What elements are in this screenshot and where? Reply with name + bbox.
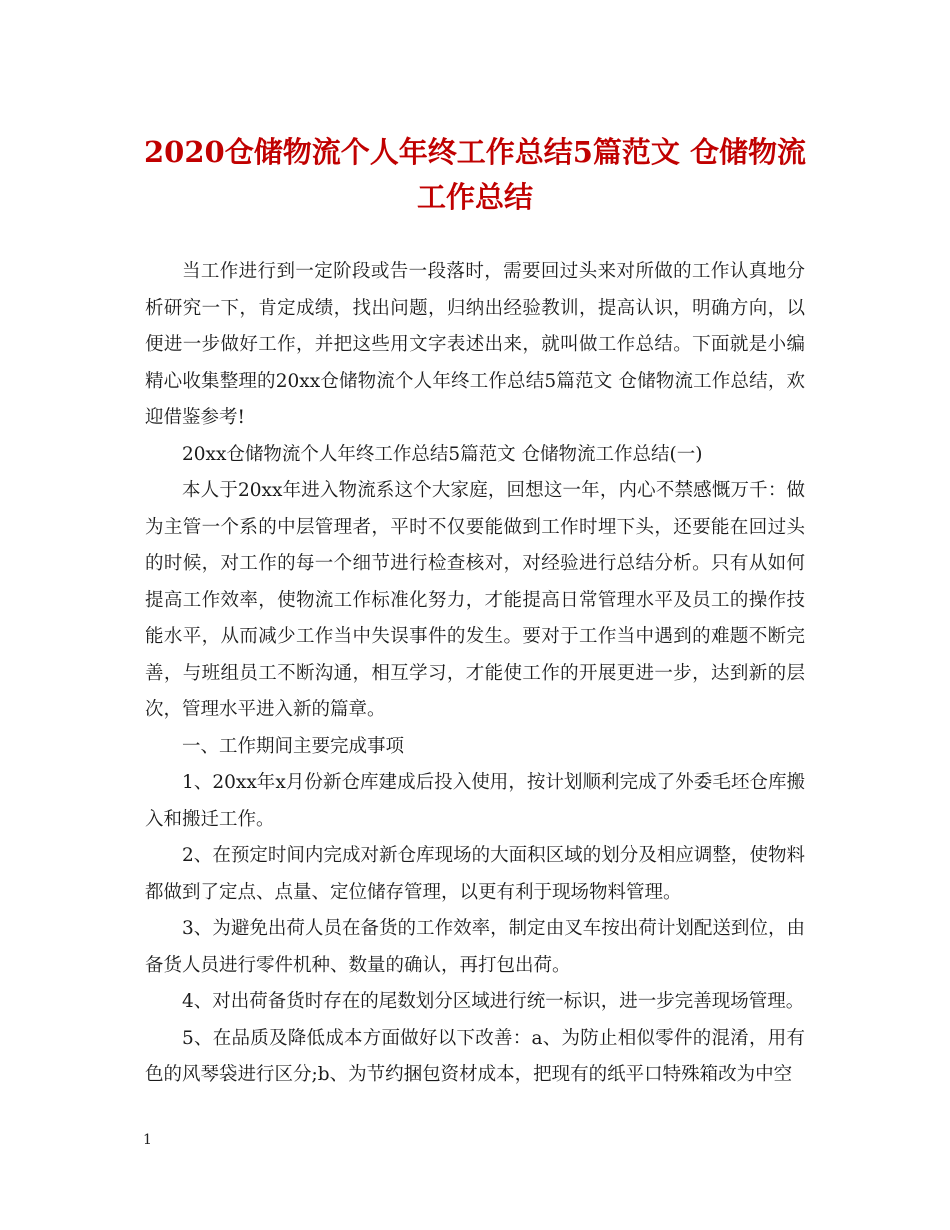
document-body (145, 254, 805, 1094)
intro-paragraph: 当工作进行到一定阶段或告一段落时，需要回过头来对所做的工作认真地分析研究一下，肯定成绩，找出问题，归纳出经验教训，提高认识，明确方向，以便进一步做好工作，并把这些用文字表述出来，就叫做工作总结。下面就是小编精心收集整理的20xx仓储物流个人年终工作总结5篇范文 仓储物流工作总结，欢迎借鉴参考! (145, 261, 805, 428)
list-item: 2、在预定时间内完成对新仓库现场的大面积区域的划分及相应调整，使物料都做到了定点、点量、定位储存管理，以更有利于现场物料管理。 (145, 845, 805, 903)
document-title: 2020仓储物流个人年终工作总结5篇范文 仓储物流工作总结 (144, 135, 806, 214)
list-item: 5、在品质及降低成本方面做好以下改善：a、为防止相似零件的混淆，用有色的风琴袋进行区分;b、为节约捆包资材成本，把现有的纸平口特殊箱改为中空 (145, 1027, 805, 1085)
body-paragraph: 本人于20xx年进入物流系这个大家庭，回想这一年，内心不禁感慨万千：做为主管一个系的中层管理者，平时不仅要能做到工作时埋下头，还要能在回过头的时候，对工作的每一个细节进行检查核对，对经验进行总结分析。只有从如何提高工作效率，使物流工作标准化努力，才能提高日常管理水平及员工的操作技能水平，从而减少工作当中失误事件的发生。要对于工作当中遇到的难题不断完善，与班组员工不断沟通，相互学习，才能使工作的开展更进一步，达到新的层次，管理水平进入新的篇章。 (145, 480, 805, 720)
list-item: 3、为避免出荷人员在备货的工作效率，制定由叉车按出荷计划配送到位，由备货人员进行零件机种、数量的确认，再打包出荷。 (145, 918, 805, 976)
list-item: 1、20xx年x月份新仓库建成后投入使用，按计划顺利完成了外委毛坯仓库搬入和搬迁工作。 (145, 772, 805, 830)
section-heading: 20xx仓储物流个人年终工作总结5篇范文 仓储物流工作总结(一) (182, 443, 703, 465)
list-item: 4、对出荷备货时存在的尾数划分区域进行统一标识，进一步完善现场管理。 (182, 991, 805, 1012)
subsection-heading: 一、工作期间主要完成事项 (182, 735, 405, 757)
page-number: 1 (143, 1132, 152, 1148)
